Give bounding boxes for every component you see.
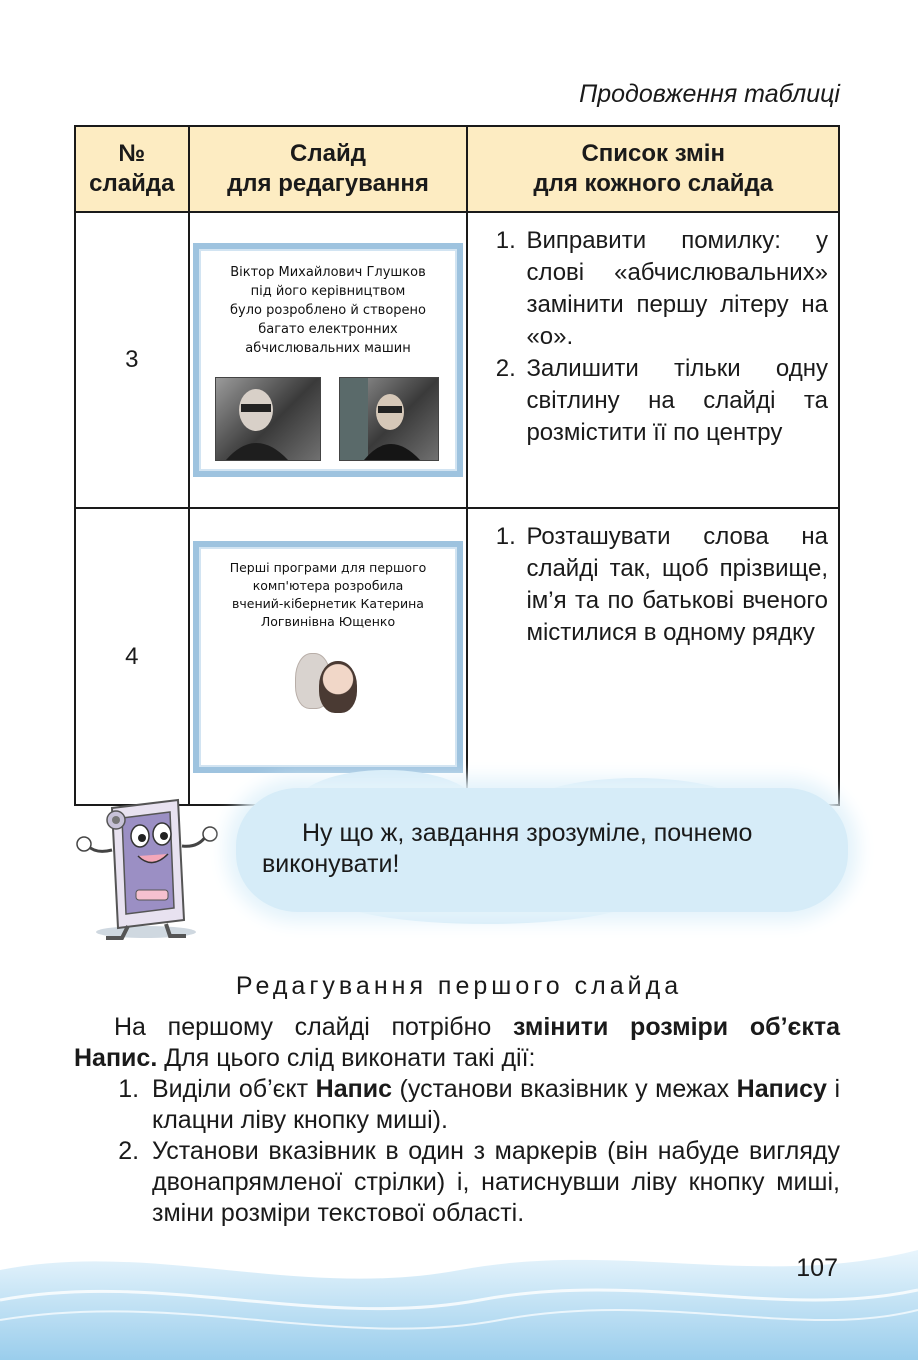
dialogue-text: Ну що ж, завдання зрозуміле, почнемо виконувати!: [262, 819, 753, 878]
slide-preview-cell: [189, 212, 468, 508]
decorative-wave-background: [0, 1220, 918, 1360]
slide-text-line: під його керівництвом: [250, 284, 406, 299]
steps-list: [74, 1074, 840, 1229]
step-bold: Напис: [315, 1075, 392, 1103]
slide-thumbnail[interactable]: [193, 541, 463, 773]
slide-thumbnail[interactable]: [193, 243, 463, 477]
slide-textbox[interactable]: [199, 547, 457, 631]
speech-cloud: [236, 788, 848, 912]
portrait-image[interactable]: [293, 647, 359, 721]
step-item: [146, 1074, 840, 1136]
slide-textbox[interactable]: [199, 249, 457, 358]
header-changes-line2: для кожного слайда: [533, 170, 774, 197]
header-slide-line1: Слайд: [290, 140, 366, 167]
header-changes: [467, 126, 839, 212]
slide-text-line: вчений-кібернетик Катерина: [232, 595, 424, 611]
changes-cell: [467, 212, 839, 508]
slide-text-line: абчислювальних машин: [245, 341, 411, 356]
instructions: [74, 1012, 840, 1229]
header-slide-number: [75, 126, 189, 212]
intro-text: На першому слайді потрібно: [114, 1013, 514, 1041]
photo-right[interactable]: [339, 377, 439, 461]
changes-list: [478, 521, 828, 649]
slide-number-cell: 4: [75, 508, 189, 805]
slide-text-line: багато електронних: [258, 322, 398, 337]
step-text: і клацни ліву кнопку миші).: [152, 1075, 840, 1134]
intro-text-end: Для цього слід виконати такі дії:: [157, 1044, 536, 1072]
portrait-photo: [319, 661, 357, 713]
step-text: Виділи об’єкт: [152, 1075, 316, 1103]
slide-text-line: комп'ютера розробила: [252, 577, 404, 593]
step-text: (установи вказівник у межах: [391, 1075, 737, 1103]
slide-text-line: Перші програми для першого: [229, 559, 427, 575]
continuation-caption: Продовження таблиці: [579, 80, 840, 108]
table-header-row: [75, 126, 839, 212]
slide-text-line: Логвинівна Ющенко: [260, 613, 396, 629]
header-slide-number-line1: №: [118, 140, 146, 167]
header-slide: [189, 126, 468, 212]
intro-bold: змінити розміри об’єкта Напис.: [74, 1013, 840, 1072]
step-item: 2. Установи вказівник в один з маркерів (він набуде вигляду двонапрямленої стрілки) і, натиснувши ліву кнопку миші, зміни розміри текстової області.: [146, 1136, 840, 1229]
edit-plan-table: [74, 125, 840, 806]
section-title: Редагування першого слайда: [235, 972, 683, 1000]
change-item: 1. Розташувати слова на слайді так, щоб прізвище, ім’я та по батькові вченого містилися в одному рядку: [522, 521, 828, 649]
photo-left[interactable]: [215, 377, 321, 461]
step-bold: Напису: [736, 1075, 827, 1103]
changes-list: [478, 225, 828, 449]
table-row: [75, 212, 839, 508]
computer-mascot-icon: [66, 790, 226, 940]
slide-number-cell: 3: [75, 212, 189, 508]
header-slide-number-line2: слайда: [89, 170, 175, 197]
header-slide-line2: для редагування: [227, 170, 429, 197]
change-item: 2. Залишити тільки одну світлину на слайді та розмістити її по центру: [522, 353, 828, 449]
table-row: [75, 508, 839, 805]
intro-paragraph: [74, 1012, 840, 1074]
slide-text-line: Віктор Михайлович Глушков: [230, 265, 426, 280]
header-changes-line1: Список змін: [581, 140, 725, 167]
slide-preview-cell: [189, 508, 468, 805]
slide-text-line: було розроблено й створено: [230, 303, 426, 318]
change-item: 1. Виправити помилку: у слові «абчислювальних» замінити першу літеру на «о».: [522, 225, 828, 353]
changes-cell: [467, 508, 839, 805]
page-number: 107: [796, 1254, 838, 1282]
